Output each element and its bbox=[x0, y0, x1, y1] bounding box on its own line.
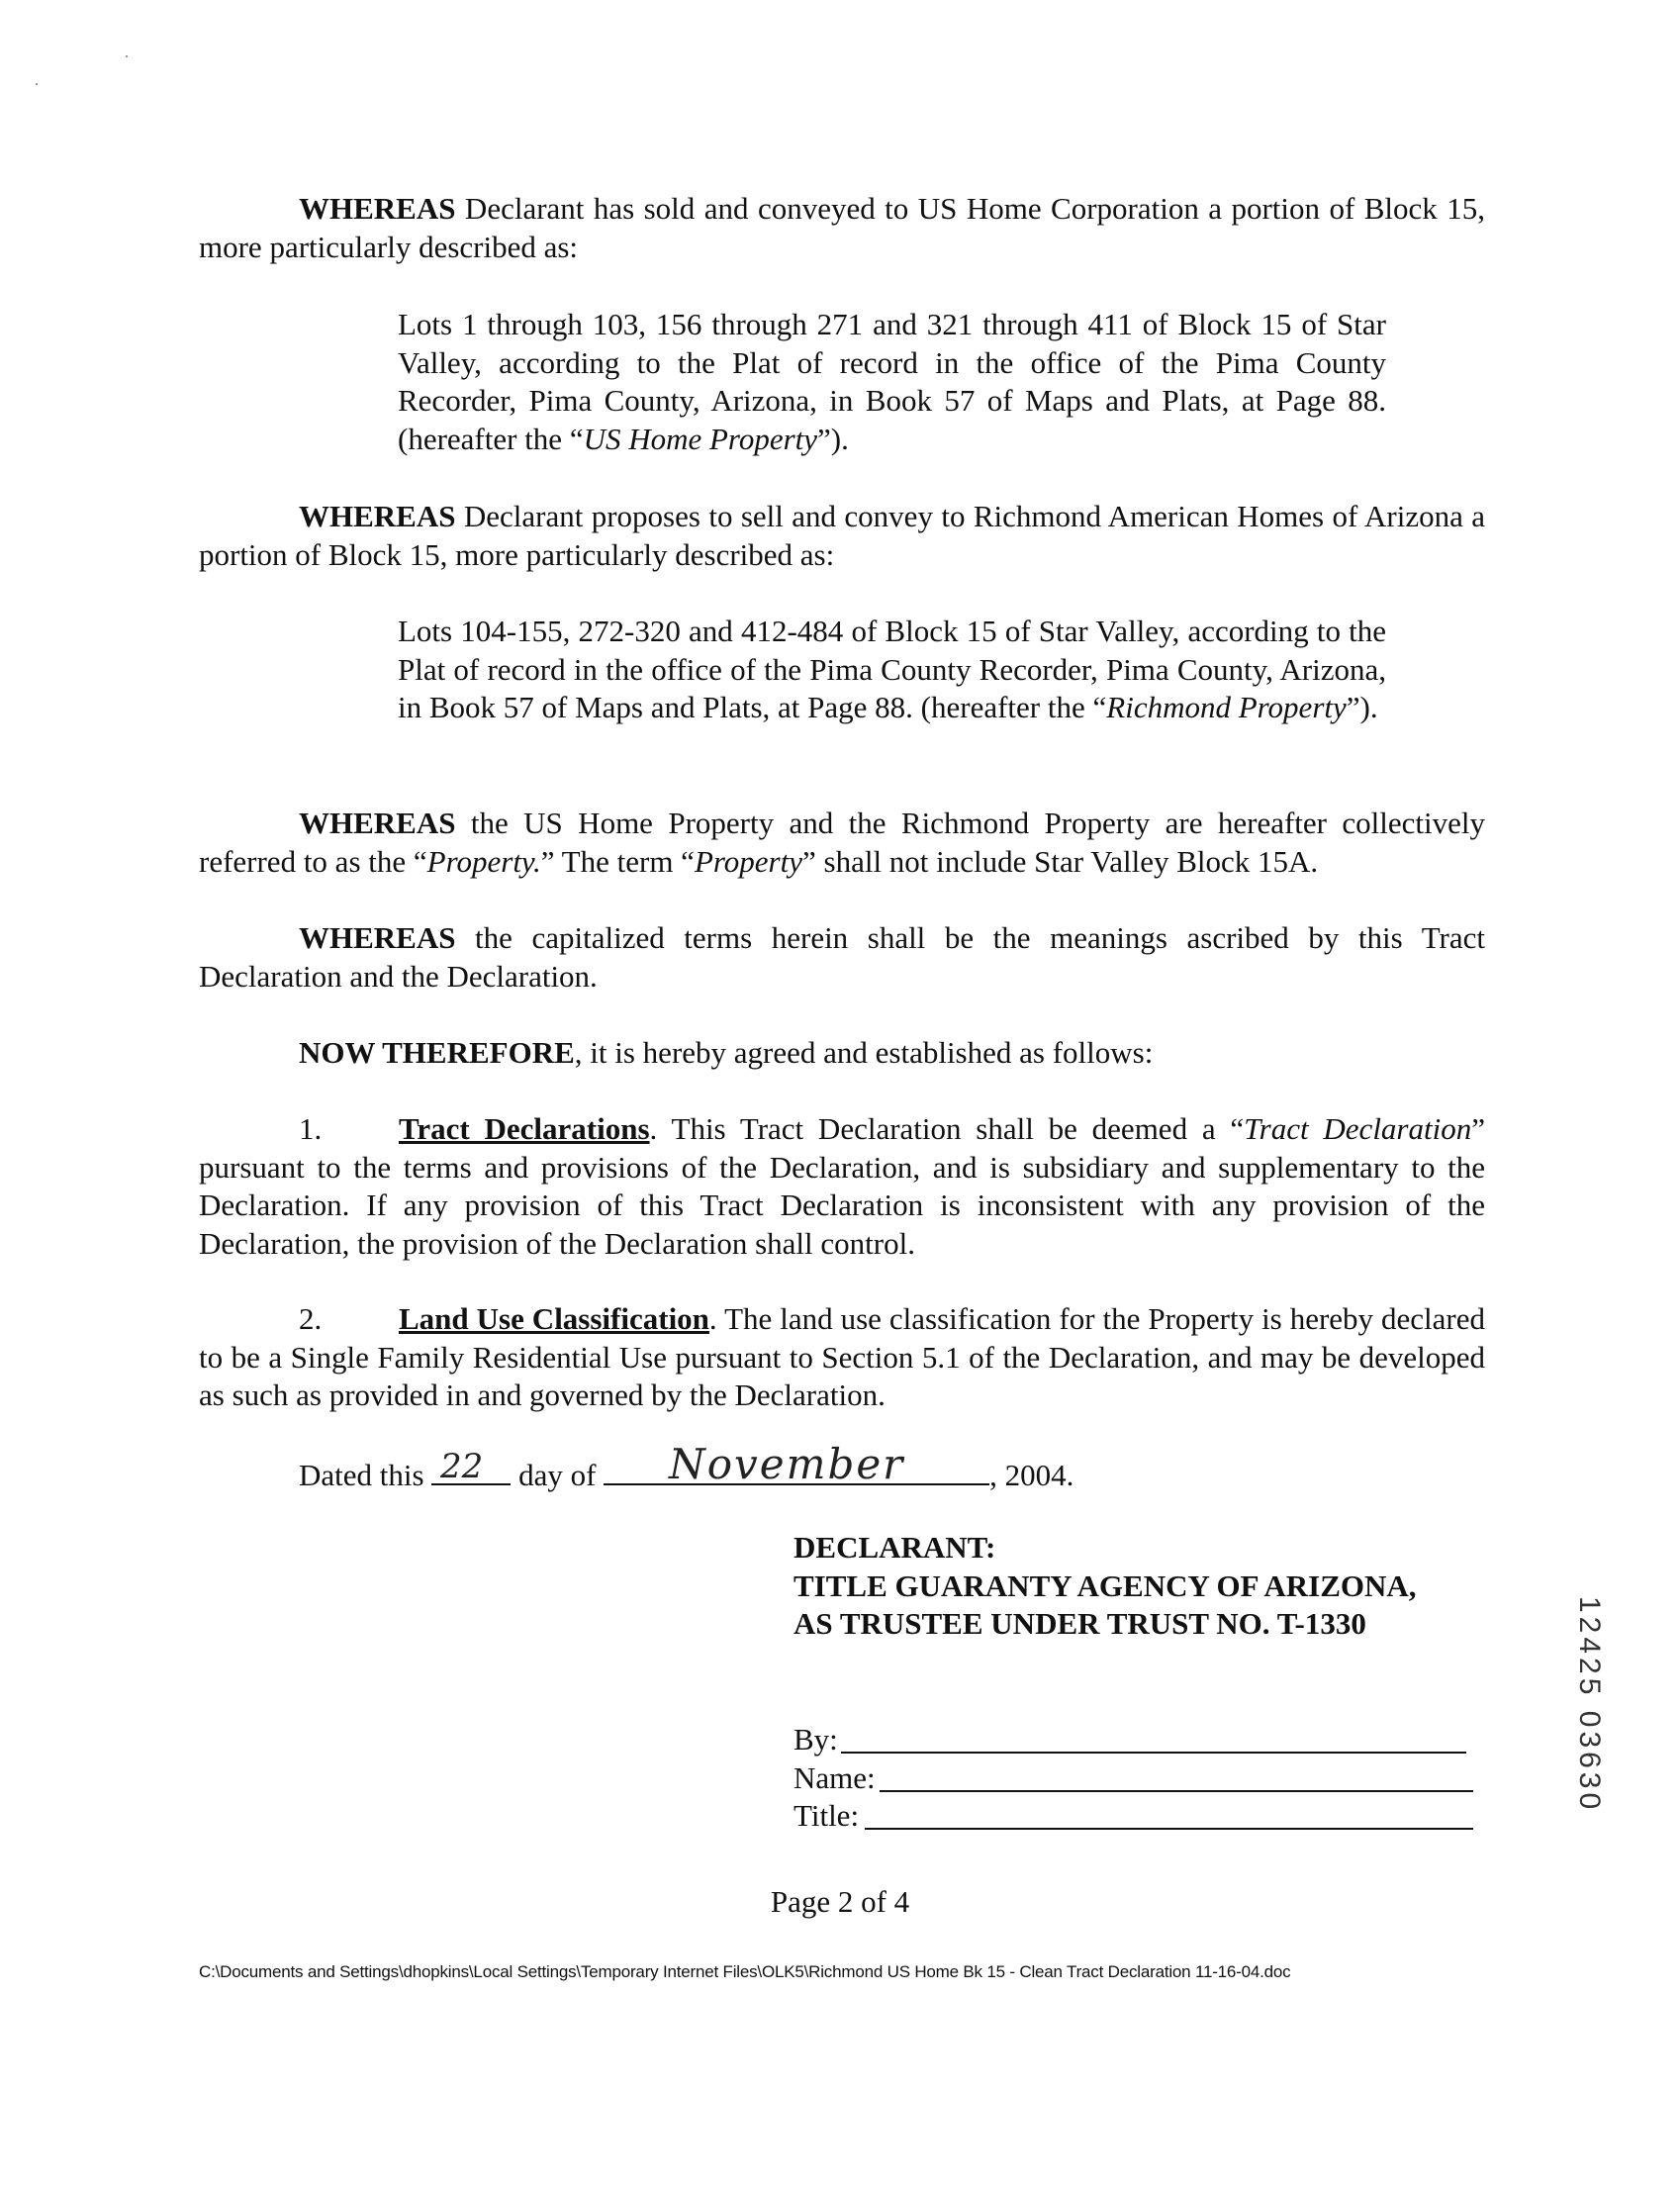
whereas-lead: WHEREAS bbox=[299, 499, 456, 533]
section-2-land-use-classification bbox=[199, 1300, 1485, 1415]
defined-term: Property bbox=[694, 843, 802, 879]
paragraph-text: the US Home Property and the Richmond Property are hereafter collectively referred to as the “ bbox=[199, 806, 1485, 879]
title-signature-line bbox=[865, 1828, 1473, 1830]
quote-text: Lots 104-155, 272-320 and 412-484 of Block 15 of Star Valley, according to the Plat of record in the office of the Pima County Recorder, Pima County, Arizona, in Book 57 of Maps and Plats, at Page 88. (hereafter the “ bbox=[398, 614, 1386, 724]
title-field bbox=[793, 1797, 1476, 1836]
dated-year: , 2004. bbox=[989, 1458, 1074, 1492]
name-signature-line bbox=[880, 1790, 1473, 1792]
richmond-lot-description bbox=[398, 613, 1386, 727]
signature-block bbox=[793, 1721, 1476, 1836]
scan-speck bbox=[36, 83, 38, 85]
whereas-lead: WHEREAS bbox=[299, 920, 456, 955]
section-1-tract-declarations bbox=[199, 1110, 1485, 1263]
declarant-block bbox=[793, 1529, 1417, 1644]
quote-text: Lots 1 through 103, 156 through 271 and 321 through 411 of Block 15 of Star Valley, according to the Plat of record in the office of the Pima County Recorder, Pima County, Arizona, in Book 57 of Maps and Plats, at Page 88. (hereafter the “ bbox=[398, 307, 1386, 456]
quote-tail: ”). bbox=[817, 421, 849, 456]
whereas-paragraph-4 bbox=[199, 919, 1485, 996]
defined-term: Property. bbox=[426, 843, 541, 879]
name-field bbox=[793, 1759, 1476, 1798]
whereas-paragraph-1 bbox=[199, 190, 1485, 266]
whereas-paragraph-3 bbox=[199, 805, 1485, 881]
file-path-footer: C:\Documents and Settings\dhopkins\Local Settings\Temporary Internet Files\OLK5\Richmond US Home Bk 15 - Clean Tract Declaration 11-16-04.doc bbox=[199, 1962, 1291, 1981]
whereas-lead: WHEREAS bbox=[299, 191, 456, 226]
section-number: 2. bbox=[299, 1301, 323, 1336]
us-home-lot-description bbox=[398, 306, 1386, 458]
paragraph-text: ” shall not include Star Valley Block 15A. bbox=[802, 843, 1319, 879]
scan-speck bbox=[126, 55, 128, 57]
section-number: 1. bbox=[299, 1111, 323, 1146]
page-number: Page 2 of 4 bbox=[770, 1884, 910, 1919]
paragraph-text: . The land use classification for the Property is hereby declared to be a Single Family Residential Use pursuant to Section 5.1 of the Declaration, and may be developed as such as provided in and governed by the Declaration. bbox=[199, 1301, 1485, 1412]
defined-term: US Home Property bbox=[583, 421, 818, 456]
defined-term: Tract Declaration bbox=[1244, 1111, 1472, 1146]
section-heading: Tract Declarations bbox=[399, 1111, 650, 1146]
paragraph-text: Declarant has sold and conveyed to US Home Corporation a portion of Block 15, more particularly described as: bbox=[199, 191, 1485, 264]
paragraph-text: Declarant proposes to sell and convey to Richmond American Homes of Arizona a portion of Block 15, more particularly described as: bbox=[199, 499, 1485, 572]
paragraph-text: . This Tract Declaration shall be deemed a “ bbox=[649, 1111, 1245, 1146]
paragraph-text: the capitalized terms herein shall be the meanings ascribed by this Tract Declaration and the Declaration. bbox=[199, 920, 1485, 994]
by-label: By: bbox=[793, 1722, 838, 1757]
dated-middle: day of bbox=[518, 1458, 597, 1492]
declarant-trust: AS TRUSTEE UNDER TRUST NO. T-1330 bbox=[793, 1606, 1366, 1641]
quote-tail: ”). bbox=[1346, 690, 1378, 724]
title-label: Title: bbox=[793, 1798, 860, 1833]
defined-term: Richmond Property bbox=[1106, 690, 1347, 724]
paragraph-text: ” The term “ bbox=[540, 843, 695, 879]
recording-stamp: 12425 03630 bbox=[1573, 1596, 1606, 1814]
by-signature-line bbox=[841, 1752, 1466, 1754]
dated-prefix: Dated this bbox=[299, 1458, 424, 1492]
paragraph-text: ” pursuant to the terms and provisions of the Declaration, and is subsidiary and supplementary to the Declaration. If any provision of this Tract Declaration is inconsistent with any provision of the Declaration, the provision of the Declaration shall control. bbox=[199, 1111, 1485, 1261]
by-field bbox=[793, 1721, 1476, 1759]
now-therefore-lead: NOW THEREFORE bbox=[299, 1035, 575, 1070]
section-heading: Land Use Classification bbox=[399, 1301, 709, 1336]
declarant-name: TITLE GUARANTY AGENCY OF ARIZONA, bbox=[793, 1568, 1417, 1603]
handwritten-day: 22 bbox=[440, 1447, 484, 1486]
whereas-paragraph-2 bbox=[199, 498, 1485, 574]
whereas-lead: WHEREAS bbox=[299, 806, 456, 840]
now-therefore-paragraph bbox=[199, 1034, 1485, 1073]
handwritten-month: November bbox=[669, 1440, 905, 1488]
paragraph-text: , it is hereby agreed and established as follows: bbox=[574, 1035, 1154, 1070]
name-label: Name: bbox=[793, 1759, 876, 1795]
declarant-label: DECLARANT: bbox=[793, 1530, 996, 1565]
